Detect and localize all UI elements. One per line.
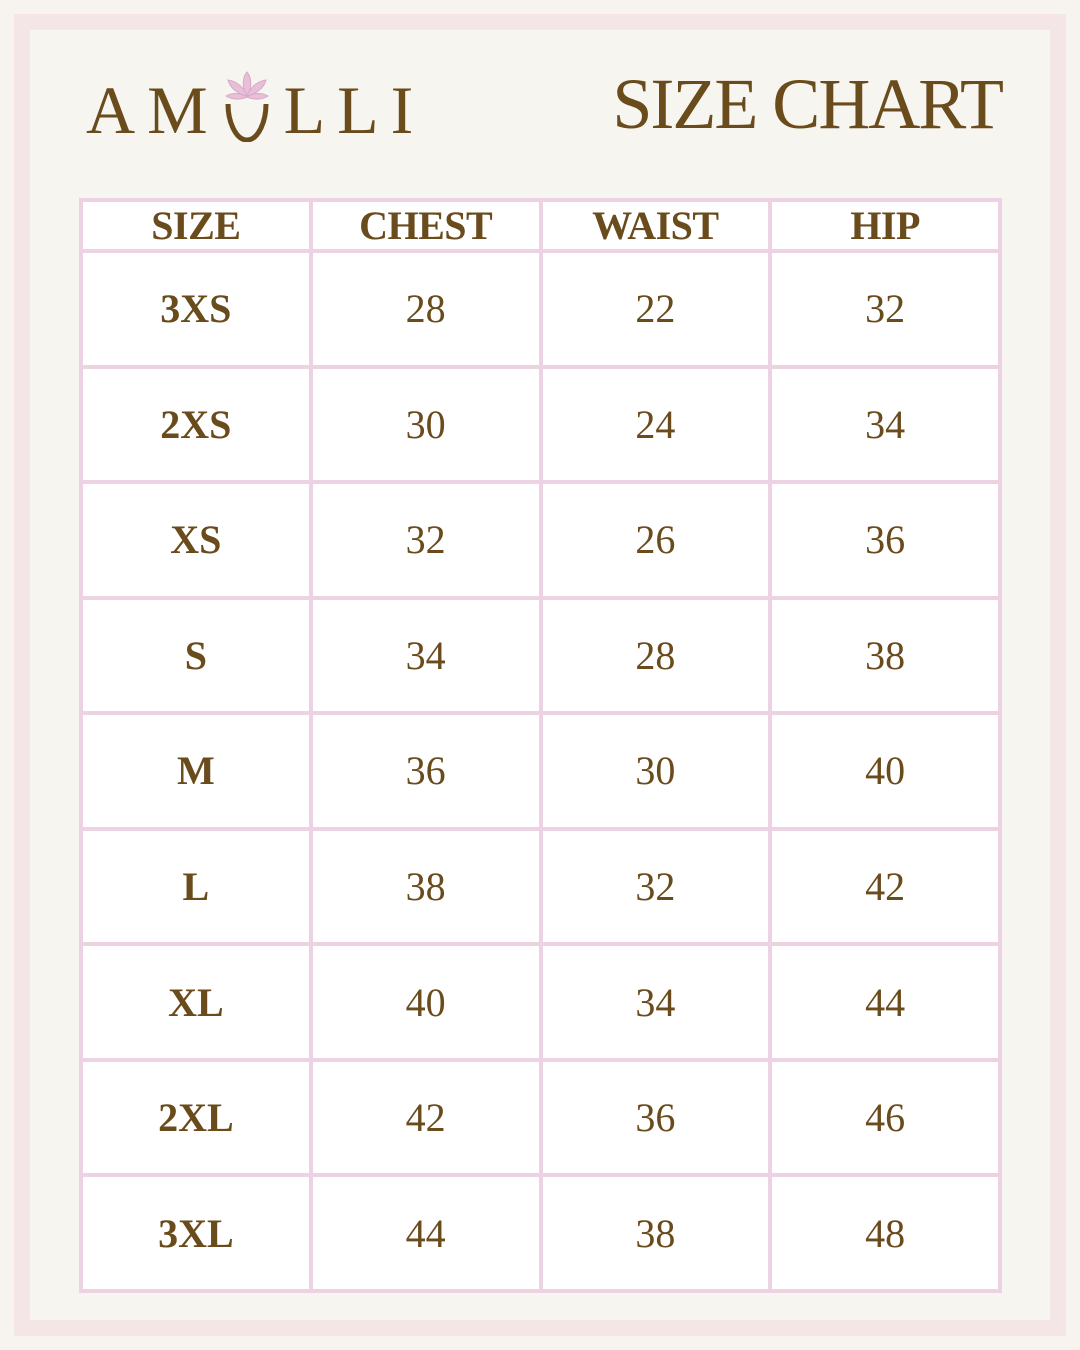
table-row bbox=[81, 367, 1000, 483]
waist-cell: 26 bbox=[541, 482, 771, 598]
size-chart-table bbox=[79, 198, 1002, 1293]
waist-cell: 30 bbox=[541, 713, 771, 829]
chest-cell: 42 bbox=[311, 1060, 541, 1176]
chest-cell: 32 bbox=[311, 482, 541, 598]
chest-cell: 28 bbox=[311, 251, 541, 367]
chest-cell: 30 bbox=[311, 367, 541, 483]
table-row bbox=[81, 482, 1000, 598]
waist-cell: 32 bbox=[541, 829, 771, 945]
chest-cell: 38 bbox=[311, 829, 541, 945]
header-chest: CHEST bbox=[311, 200, 541, 251]
brand-logo bbox=[86, 70, 426, 148]
size-cell: 3XL bbox=[81, 1175, 311, 1291]
waist-cell: 34 bbox=[541, 944, 771, 1060]
logo-letters-am: AM bbox=[86, 72, 220, 148]
hip-cell: 32 bbox=[770, 251, 1000, 367]
header-hip: HIP bbox=[770, 200, 1000, 251]
table-header-row bbox=[81, 200, 1000, 251]
size-cell: L bbox=[81, 829, 311, 945]
waist-cell: 36 bbox=[541, 1060, 771, 1176]
table-row bbox=[81, 713, 1000, 829]
header-waist: WAIST bbox=[541, 200, 771, 251]
waist-cell: 24 bbox=[541, 367, 771, 483]
waist-cell: 38 bbox=[541, 1175, 771, 1291]
size-cell: XS bbox=[81, 482, 311, 598]
lily-flower-icon bbox=[220, 70, 274, 142]
hip-cell: 48 bbox=[770, 1175, 1000, 1291]
hip-cell: 46 bbox=[770, 1060, 1000, 1176]
hip-cell: 42 bbox=[770, 829, 1000, 945]
waist-cell: 22 bbox=[541, 251, 771, 367]
table-row bbox=[81, 829, 1000, 945]
table-row bbox=[81, 251, 1000, 367]
hip-cell: 44 bbox=[770, 944, 1000, 1060]
chest-cell: 36 bbox=[311, 713, 541, 829]
table-row bbox=[81, 1060, 1000, 1176]
size-cell: XL bbox=[81, 944, 311, 1060]
chest-cell: 40 bbox=[311, 944, 541, 1060]
page-title: SIZE CHART bbox=[612, 64, 1002, 144]
hip-cell: 36 bbox=[770, 482, 1000, 598]
hip-cell: 40 bbox=[770, 713, 1000, 829]
size-cell: S bbox=[81, 598, 311, 714]
size-cell: 3XS bbox=[81, 251, 311, 367]
logo-letter-o bbox=[220, 80, 274, 140]
header-size: SIZE bbox=[81, 200, 311, 251]
hip-cell: 38 bbox=[770, 598, 1000, 714]
hip-cell: 34 bbox=[770, 367, 1000, 483]
table-row bbox=[81, 1175, 1000, 1291]
logo-letters-lli: LLI bbox=[283, 72, 426, 148]
chest-cell: 34 bbox=[311, 598, 541, 714]
table-row bbox=[81, 944, 1000, 1060]
size-cell: 2XS bbox=[81, 367, 311, 483]
chest-cell: 44 bbox=[311, 1175, 541, 1291]
size-cell: 2XL bbox=[81, 1060, 311, 1176]
size-cell: M bbox=[81, 713, 311, 829]
table-row bbox=[81, 598, 1000, 714]
waist-cell: 28 bbox=[541, 598, 771, 714]
